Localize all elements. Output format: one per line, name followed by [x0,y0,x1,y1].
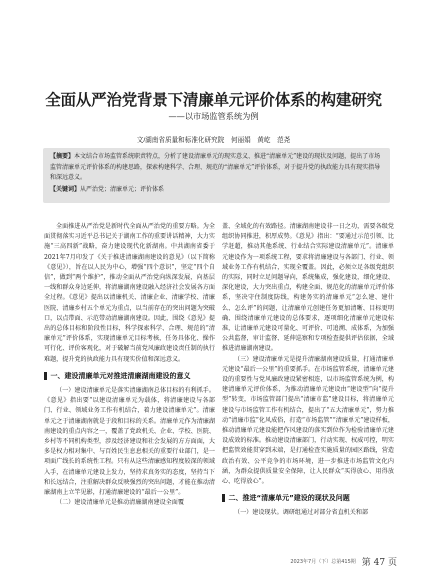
heading-bar-icon [44,372,47,380]
subsection-1-paragraph [44,386,215,498]
abstract-text: 本文结合市场监管系统职责特点，分析了建设清廉单元的现实意义、推进“清廉单元”建设的现状及问题，提出了市场监管清廉单元评价体系的构建思路，探索构建科学、合理、规范的“清廉单元”评价体系，对于提升党的执政能力具有现实指导和深远意义。 [50,153,381,182]
abstract-paragraph [50,152,383,184]
section-heading-2-text: 二、推进“清廉单元”建设的现状及问题 [228,494,350,503]
subsection-1-text: 《意见》指出要“以建设清廉单元为载体，将清廉建设与各部门、行业、领域业务工作有机结合，着力建设清廉单元”。清廉单元之于清廉湖南就是于段和目标的关系。清廉单元作为清廉湖南建设的重点内容之一，覆盖了党政机关、企业、学校、医院、乡村等不同机构类型，涉及经济建设和社会发展的方方面面，大多是权力相对集中、与百姓民生息息相关的重要行业部门，是一项面广线长的系统性工程。只有从这些清廉感知程度较深的领域入手，在清廉单元建设上发力，坚持求真务实的态度，坚持当下和长远结合，注重解决群众反映强烈的突出问题，才能在推动清廉湖南上立竿见影，打通清廉建设的“最后一公里”。 [44,397,215,497]
abstract-label: 【摘要】 [50,153,75,160]
subsection-4-lead: （一）建设现状。 [234,509,283,517]
keywords-text: 从严治党；清廉单元；评价体系 [80,185,165,193]
section-heading-2 [222,493,394,503]
page-number [362,555,397,568]
subsection-2-lead: （二）建设清廉单元是推动清廉湖南建设全面覆 [56,499,184,507]
right-column [222,222,394,519]
author-line: 文/湖南省质量和标准化研究院 何丽娟 黄屹 范尧 [136,137,291,144]
page-label: 第 [361,558,371,568]
subsection-1-lead: （一）建设清廉单元是落实清廉湖南总体目标的有利抓手。 [56,387,215,395]
heading-bar-icon [222,494,225,502]
subsection-3-lead: （三）建设清廉单元是提升清廉湖南建设质量，打通清廉单元建设“最后一公里”的重要抓手。 [222,355,394,373]
subsection-4-paragraph [222,508,394,518]
section-heading-1-text: 一、建设清廉单元对推进清廉湖南建设的意义 [50,371,191,380]
article-title: 全面从严治党背景下清廉单元评价体系的构建研究 [45,90,382,109]
section-heading-1 [44,371,215,381]
left-column [44,222,215,508]
article-subtitle: ——以市场监管系统为例 [168,111,259,121]
subsection-3-text: 在市场监管系统，清廉单元建设的重要性与党风廉政建设紧密相连，以市场监管系统为例，构建清廉单元评价体系，为推动清廉单元建设由“建设型”向“提升型”转变，市场监管部门提出“清廉市监”建设目标，将清廉单元建设与市场监管工作有机结合，提出了“五大清廉单元”，努力推动“清廉市监”化风成俗，打造“市场监管”“清廉单元”建设样板，推动清廉单元建设能把作风建设的落实到位作为检验清廉单元建设成效的标准。推动建设清廉部门，行动实现、权威可控，明实把监管效能贯穿到末端，是打通检查实施质量的园区路线，营造政治有效、公平竞争的市场环境，进一步推进市场监管文化内涵，为群众提供质量安全保障，让人民群众“买得放心、用得放心、吃得放心”。 [222,365,394,486]
intro-paragraph: 全面推进从严治党是新时代全面从严治党的重要方略。为全面贯彻落实习近平总书记关于湖南工作的重要讲话精神，大力实施“三高四新”战略，奋力建设现代化新湖南。中共湖南省委于2021年7月印发了《关于推进清廉湖南建设的意见》（以下简称《意见》），旨在以人民为中心，增强“四个意识”，坚定“四个自信”，做到“两个维护”，推动全面从严治党向纵深发展，向基层一线和群众身边延伸，将清廉湖南建设融入经济社会发展各方面全过程。《意见》提出以清廉机关、清廉企业、清廉学校、清廉医院、清廉乡村五个单元为重点，以当前存在的突出问题为突破口，以点带面、示范带动清廉湖南建设。因此，围绕《意见》提出的总体目标和阶段性目标，科学探索科学、合理、规范的“清廉单元”评价体系，实现清廉单元目标考核，任务具体化、操作可行化、评价客观化，对于破解当前党风廉政建设责任制的执行难题，提升党的执政能力具有现实价值和深远意义。 [44,223,215,363]
page-suffix: 页 [387,558,397,568]
abstract-box [43,148,390,203]
continued-paragraph: 盖、全域化的有效路径。清廉湖南建设非一日之功，需要各级党组织协同推进，积厚成势。《意见》指出：“要通过示范引领、比学赶超，推动其他系统、行业结合实际建设清廉单元”。清廉单元建设作为一项系统工程，要求将清廉建设与各部门、行业、领域业务工作有机结合，实现全覆盖。因此，必须立足各级党组织的实际，同时立足问题导向，系统集成，强化建设，细化建设、深化建设，大力突出重点，构建全面、规范化的清廉单元评价体系，坚决守住制度防线，构建务实的清廉单元“怎么建、建什么、怎么评”的问题，让清廉单元创建任务更加清晰、目标更明确、围绕清廉单元建设的总体要求，逐项细化清廉单元建设标准，让清廉单元建设可量化、可评价、可追溯、成体系，为加强公共监督，审计监督、延伸巡察和专项检查提供评估依据，全域推进清廉湖南建设。 [222,223,394,353]
keywords-label: 【关键词】 [50,185,81,193]
page-number-value: 47 [373,558,386,568]
subsection-4-text: 调研组通过对部分省直机关和部 [282,509,369,517]
keywords-line [50,185,383,196]
issue-info: 2023年7月（下）总第415期 [290,559,356,565]
subsection-3-paragraph [222,355,394,488]
page-footer [290,555,397,568]
